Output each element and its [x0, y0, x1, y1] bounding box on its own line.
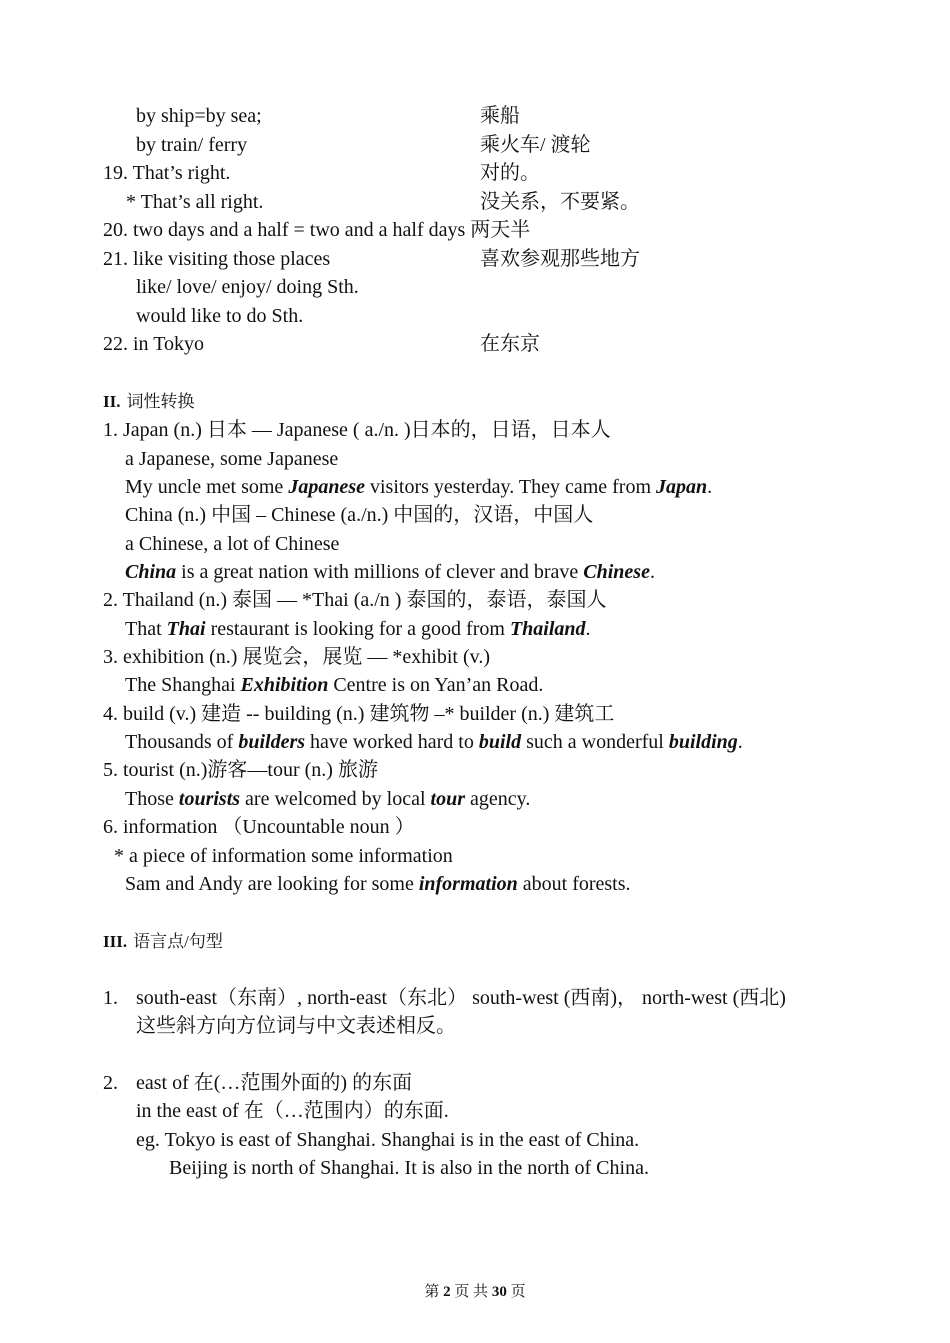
- section-number: III.: [103, 932, 128, 951]
- text-line: like/ love/ enjoy/ doing Sth.: [136, 276, 359, 298]
- footer-text: 第: [424, 1284, 440, 1300]
- text-line: 没关系，不要紧。: [480, 191, 640, 213]
- example-sentence: [125, 787, 530, 811]
- text-line: would like to do Sth.: [136, 305, 304, 327]
- keyword: Thailand: [509, 618, 586, 640]
- keyword: tourists: [178, 788, 241, 810]
- text-line: 19. That’s right.: [103, 162, 231, 184]
- text-line: 21. like visiting those places: [103, 248, 331, 270]
- page-footer: [0, 1280, 950, 1304]
- footer-text: 页: [510, 1284, 526, 1300]
- keyword: Exhibition: [240, 674, 329, 696]
- keyword: Chinese: [583, 561, 650, 583]
- text-line: eg. Tokyo is east of Shanghai. Shanghai is in the east of China.: [136, 1129, 640, 1151]
- text-line: a Japanese, some Japanese: [125, 448, 339, 470]
- keyword: Japan: [656, 476, 708, 498]
- text-run: The Shanghai: [125, 674, 241, 696]
- text-run: .: [649, 561, 655, 583]
- page-number: 2: [443, 1284, 451, 1300]
- text-line: 4. build (v.) 建造 -- building (n.) 建筑物 –* builder (n.) 建筑工: [103, 703, 615, 725]
- text-run: Centre is on Yan’an Road.: [328, 674, 544, 696]
- text-run: Those: [125, 788, 179, 810]
- text-line: 5. tourist (n.)游客—tour (n.) 旅游: [103, 759, 378, 781]
- text-run: restaurant is looking for a good from: [205, 618, 510, 640]
- example-sentence: [125, 730, 743, 754]
- text-line: 喜欢参观那些地方: [480, 248, 640, 270]
- text-run: .: [707, 476, 713, 498]
- footer-text: 页 共: [454, 1284, 489, 1300]
- section-heading: [103, 390, 194, 414]
- example-sentence: [125, 560, 655, 584]
- text-run: .: [737, 731, 743, 753]
- list-number: 1.: [103, 987, 118, 1009]
- text-line: China (n.) 中国 – Chinese (a./n.) 中国的，汉语，中国人: [125, 504, 594, 526]
- keyword: build: [478, 731, 522, 753]
- page-total: 30: [491, 1284, 507, 1300]
- text-line: 3. exhibition (n.) 展览会，展览 — *exhibit (v.): [103, 646, 490, 668]
- example-sentence: [125, 475, 712, 499]
- text-run: are welcomed by local: [240, 788, 431, 810]
- section-title: 词性转换: [126, 392, 195, 411]
- keyword: builders: [238, 731, 306, 753]
- text-line: 6. information （Uncountable noun ）: [103, 816, 415, 838]
- text-run: such a wonderful: [521, 731, 669, 753]
- text-line: by train/ ferry: [136, 134, 248, 156]
- text-line: 2. Thailand (n.) 泰国 — *Thai (a./n ) 泰国的，泰语，泰国人: [103, 589, 607, 611]
- section-number: II.: [103, 392, 121, 411]
- text-line: 在东京: [480, 333, 540, 355]
- text-run: have worked hard to: [305, 731, 479, 753]
- text-line: * a piece of information some information: [114, 845, 453, 867]
- text-line: 这些斜方向方位词与中文表述相反。: [136, 1015, 456, 1037]
- text-run: Sam and Andy are looking for some: [125, 873, 419, 895]
- example-sentence: [125, 673, 543, 697]
- text-run: Thousands of: [125, 731, 239, 753]
- text-run: That: [125, 618, 167, 640]
- text-line: 20. two days and a half = two and a half days 两天半: [103, 219, 531, 241]
- text-run: My uncle met some: [125, 476, 289, 498]
- section-heading: [103, 930, 223, 954]
- example-sentence: [125, 617, 591, 641]
- keyword: building: [668, 731, 738, 753]
- text-run: about forests.: [517, 873, 631, 895]
- text-line: 22. in Tokyo: [103, 333, 205, 355]
- keyword: information: [418, 873, 518, 895]
- text-line: in the east of 在（…范围内）的东面.: [136, 1100, 449, 1122]
- text-line: 乘船: [480, 105, 520, 127]
- keyword: Thai: [166, 618, 206, 640]
- text-line: 乘火车/ 渡轮: [480, 134, 591, 156]
- text-line: east of 在(…范围外面的) 的东面: [136, 1072, 413, 1094]
- keyword: China: [125, 561, 177, 583]
- text-line: 对的。: [480, 162, 540, 184]
- text-line: south-east（东南）, north-east（东北） south-west (西南)， north-west (西北): [136, 987, 786, 1009]
- text-run: is a great nation with millions of clever and brave: [176, 561, 584, 583]
- keyword: Japanese: [288, 476, 365, 498]
- text-run: agency.: [464, 788, 531, 810]
- text-run: .: [585, 618, 591, 640]
- text-line: * That’s all right.: [126, 191, 264, 213]
- text-run: visitors yesterday. They came from: [364, 476, 657, 498]
- text-line: 1. Japan (n.) 日本 — Japanese ( a./n. )日本的，日语，日本人: [103, 419, 611, 441]
- list-number: 2.: [103, 1072, 118, 1094]
- text-line: Beijing is north of Shanghai. It is also in the north of China.: [169, 1157, 649, 1179]
- example-sentence: [125, 872, 631, 896]
- keyword: tour: [430, 788, 465, 810]
- text-line: by ship=by sea;: [136, 105, 262, 127]
- section-title: 语言点/句型: [133, 932, 223, 951]
- text-line: a Chinese, a lot of Chinese: [125, 533, 340, 555]
